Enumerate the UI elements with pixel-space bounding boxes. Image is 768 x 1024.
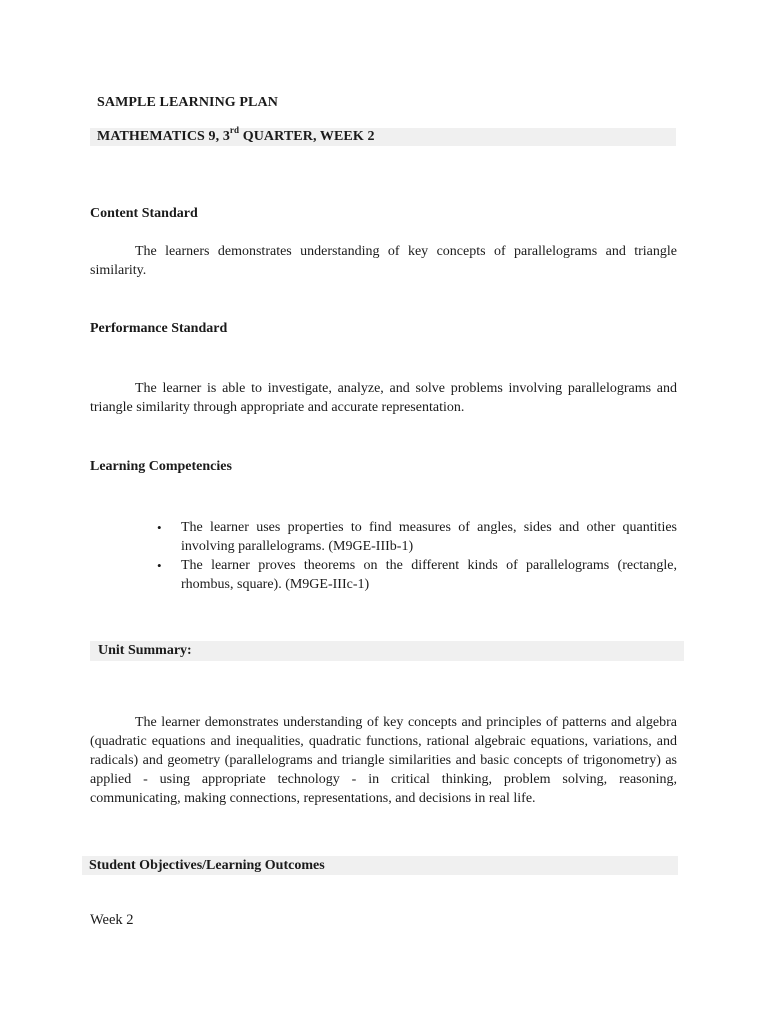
subtitle-superscript: rd <box>229 125 240 136</box>
content-standard-text: The learners demonstrates understanding of key concepts of parallelograms and triangle similarity. <box>90 244 677 278</box>
list-item: • The learner proves theorems on the different kinds of parallelograms (rectangle, rhombus, square). (M9GE-IIIc-1) <box>157 558 677 592</box>
bullet-icon: • <box>157 558 162 573</box>
week-label: Week 2 <box>90 912 134 928</box>
document-title: SAMPLE LEARNING PLAN <box>97 95 278 110</box>
unit-summary-text: The learner demonstrates understanding of key concepts and principles of patterns and algebra (quadratic equations and inequalities, quadratic functions, rational algebraic equations, variations, and radicals) and geometry (parallelograms and triangle similarities and basic concepts of trigonometry) as applied - using appropriate technology - in critical thinking, problem solving, reasoning, communicating, making connections, representations, and decisions in real life. <box>90 715 677 806</box>
list-item: • The learner uses properties to find measures of angles, sides and other quantities involving parallelograms. (M9GE-IIIb-1) <box>157 520 677 554</box>
subtitle-prefix: MATHEMATICS 9, 3 <box>97 129 230 144</box>
content-standard-heading: Content Standard <box>90 206 198 221</box>
document-subtitle <box>97 125 375 145</box>
learning-competencies-heading: Learning Competencies <box>90 459 232 474</box>
subtitle-suffix: QUARTER, WEEK 2 <box>239 129 375 144</box>
performance-standard-text: The learner is able to investigate, analyze, and solve problems involving parallelograms and triangle similarity through appropriate and accurate representation. <box>90 381 677 415</box>
unit-summary-heading: Unit Summary: <box>98 643 192 658</box>
performance-standard-heading: Performance Standard <box>90 321 228 336</box>
bullet-icon: • <box>157 520 162 535</box>
competencies-list <box>157 518 677 594</box>
student-objectives-heading: Student Objectives/Learning Outcomes <box>89 858 325 873</box>
